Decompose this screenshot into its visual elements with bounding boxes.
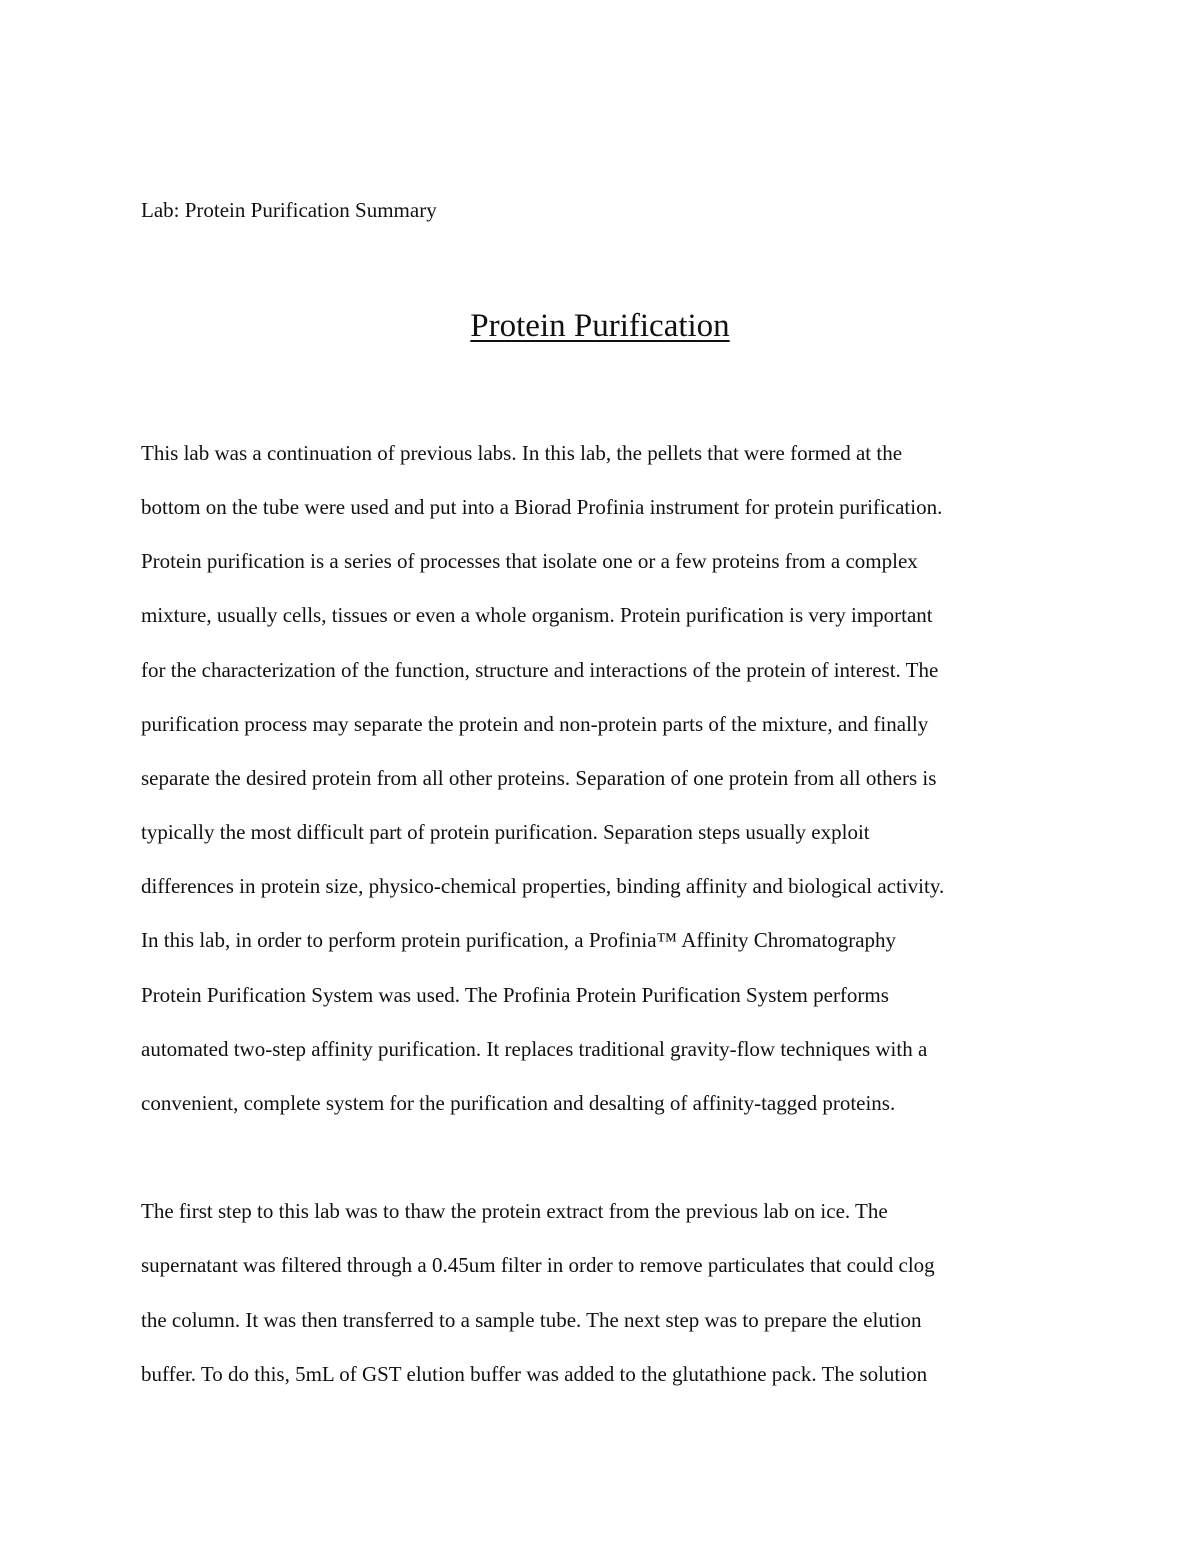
paragraph-line: Protein purification is a series of processes that isolate one or a few proteins from a complex <box>141 549 918 573</box>
paragraph-line: separate the desired protein from all other proteins. Separation of one protein from all others is <box>141 766 937 790</box>
paragraph-line: The first step to this lab was to thaw the protein extract from the previous lab on ice. The <box>141 1199 888 1223</box>
paragraph-line: In this lab, in order to perform protein purification, a Profinia™ Affinity Chromatography <box>141 928 897 952</box>
paragraph-line: purification process may separate the protein and non-protein parts of the mixture, and finally <box>141 712 929 736</box>
paragraph-line: differences in protein size, physico-chemical properties, binding affinity and biological activity. <box>141 874 945 898</box>
paragraph-line: supernatant was filtered through a 0.45um filter in order to remove particulates that could clog <box>141 1253 935 1277</box>
document-title-text: Protein Purification <box>470 308 730 344</box>
document-header: Lab: Protein Purification Summary <box>141 198 437 222</box>
paragraph-line: convenient, complete system for the purification and desalting of affinity-tagged proteins. <box>141 1091 896 1115</box>
paragraph-line: buffer. To do this, 5mL of GST elution buffer was added to the glutathione pack. The solution <box>141 1362 928 1386</box>
document-title <box>0 304 1200 348</box>
paragraph-line: bottom on the tube were used and put into a Biorad Profinia instrument for protein purification. <box>141 495 943 519</box>
paragraph-line: mixture, usually cells, tissues or even a whole organism. Protein purification is very important <box>141 603 933 627</box>
paragraph-line: Protein Purification System was used. The Profinia Protein Purification System performs <box>141 983 889 1007</box>
paragraph-line: This lab was a continuation of previous labs. In this lab, the pellets that were formed at the <box>141 441 903 465</box>
paragraph-line: for the characterization of the function, structure and interactions of the protein of interest. The <box>141 658 939 682</box>
paragraph-line: the column. It was then transferred to a sample tube. The next step was to prepare the elution <box>141 1308 922 1332</box>
paragraph-line: automated two-step affinity purification. It replaces traditional gravity-flow techniques with a <box>141 1037 928 1061</box>
paragraph-line: typically the most difficult part of protein purification. Separation steps usually exploit <box>141 820 870 844</box>
